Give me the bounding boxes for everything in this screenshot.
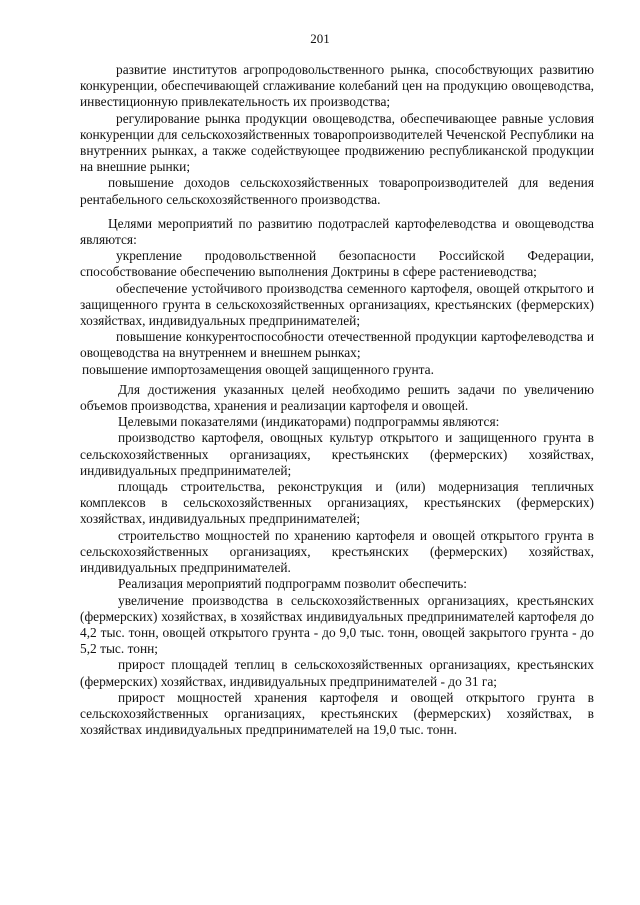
paragraph: повышение доходов сельскохозяйственных товаропроизводителей для ведения рентабельного сельскохозяйственного производства.	[80, 175, 594, 207]
paragraph: Для достижения указанных целей необходимо решить задачи по увеличению объемов производства, хранения и реализации картофеля и овощей.	[80, 381, 594, 414]
document-body	[80, 62, 594, 738]
page-number: 201	[310, 31, 330, 46]
paragraph: строительство мощностей по хранению картофеля и овощей открытого грунта в сельскохозяйственных организациях, крестьянских (фермерских) хозяйствах, индивидуальных предпринимателей.	[80, 527, 594, 576]
paragraph: прирост площадей теплиц в сельскохозяйственных организациях, крестьянских (фермерских) хозяйствах, индивидуальных предпринимателей - до 31 га;	[80, 657, 594, 689]
paragraph: повышение конкурентоспособности отечественной продукции картофелеводства и овощеводства на внутреннем и внешнем рынках;	[80, 329, 594, 361]
paragraph: повышение импортозамещения овощей защищенного грунта.	[82, 361, 434, 377]
paragraph: обеспечение устойчивого производства семенного картофеля, овощей открытого и защищенного грунта в сельскохозяйственных организациях, крестьянских (фермерских) хозяйствах, индивидуальных предпринимателей;	[80, 280, 594, 329]
paragraph: Реализация мероприятий подпрограмм позволит обеспечить:	[118, 576, 468, 592]
paragraph: увеличение производства в сельскохозяйственных организациях, крестьянских (фермерских) хозяйствах, в хозяйствах индивидуальных предпринимателей картофеля до 4,2 тыс. тонн, овощей открытого грунта - до 9,0 тыс. тонн, овощей закрытого грунта - до 5,2 тыс. тонн;	[80, 592, 594, 657]
paragraph: развитие институтов агропродовольственного рынка, способствующих развитию конкуренции, обеспечивающей сглаживание колебаний цен на продукцию овощеводства, инвестиционную привлекательность их производства;	[80, 62, 594, 110]
paragraph: Целями мероприятий по развитию подотраслей картофелеводства и овощеводства являются:	[80, 215, 594, 248]
paragraph: прирост мощностей хранения картофеля и овощей открытого грунта в сельскохозяйственных организациях, крестьянских (фермерских) хозяйствах, в хозяйствах индивидуальных предпринимателей на 19,0 тыс. тонн.	[80, 689, 594, 738]
paragraph: площадь строительства, реконструкция и (или) модернизация тепличных комплексов в сельскохозяйственных организациях, крестьянских (фермерских) хозяйствах, индивидуальных предпринимателей;	[80, 479, 594, 527]
paragraph: регулирование рынка продукции овощеводства, обеспечивающее равные условия конкуренции для сельскохозяйственных товаропроизводителей Чеченской Республики на внутренних рынках, а также содействующее продвижению республиканской продукции на внешние рынки;	[80, 110, 594, 175]
paragraph: производство картофеля, овощных культур открытого и защищенного грунта в сельскохозяйственных организациях, крестьянских (фермерских) хозяйствах, индивидуальных предпринимателей;	[80, 430, 594, 478]
paragraph: Целевыми показателями (индикаторами) подпрограммы являются:	[118, 414, 500, 430]
paragraph: укрепление продовольственной безопасности Российской Федерации, способствование обеспечению выполнения Доктрины в сфере растениеводства;	[80, 248, 594, 280]
